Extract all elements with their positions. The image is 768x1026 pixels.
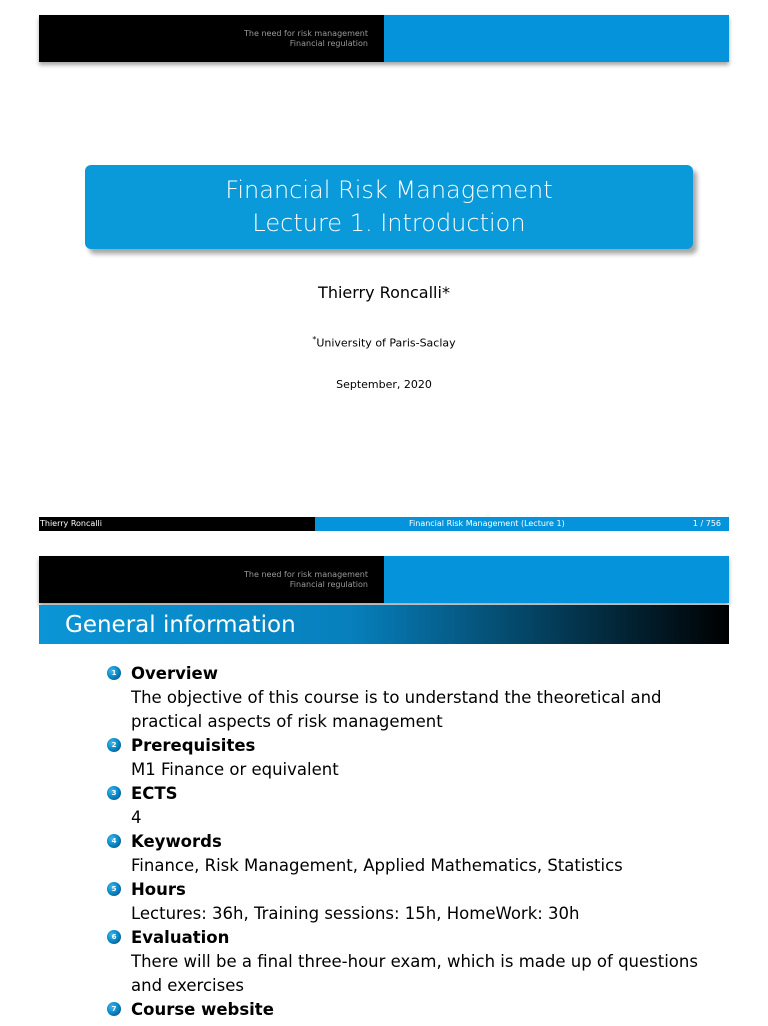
footer-info: [315, 517, 729, 531]
presentation-subtitle: Lecture 1. Introduction: [252, 209, 526, 237]
item-text: M1 Finance or equivalent: [131, 760, 339, 779]
nav-section-link[interactable]: The need for risk management: [244, 569, 368, 579]
footer-bar: [39, 517, 729, 531]
presentation-date: September, 2020: [336, 378, 432, 391]
item-text: Lectures: 36h, Training sessions: 15h, HomeWork: 30h: [131, 904, 580, 923]
header-nav-bar: [39, 15, 729, 62]
footer-author: Thierry Roncalli: [39, 517, 315, 531]
numbered-bullet-icon: 7: [107, 1002, 121, 1016]
numbered-bullet-icon: 1: [107, 666, 121, 680]
header-accent-bar: [384, 556, 729, 603]
title-slide: [39, 15, 729, 530]
item-text: Finance, Risk Management, Applied Mathematics, Statistics: [131, 856, 623, 875]
title-block: [85, 165, 693, 249]
item-title: Course website: [131, 1000, 274, 1019]
item-text: There will be a final three-hour exam, which is made up of questions and exercises: [131, 952, 698, 995]
list-item: [107, 830, 717, 878]
numbered-bullet-icon: 4: [107, 834, 121, 848]
item-text: The objective of this course is to understand the theoretical and practical aspects of risk management: [131, 688, 662, 731]
affiliation-mark: *: [312, 335, 317, 344]
author-name: Thierry Roncalli*: [318, 283, 450, 302]
list-item: [107, 926, 717, 998]
list-item: [107, 662, 717, 734]
frame-title-bar: [39, 605, 729, 644]
nav-subsection-link[interactable]: Financial regulation: [289, 579, 368, 589]
general-info-slide: [39, 556, 729, 1026]
item-text: 4: [131, 808, 142, 827]
item-title: Hours: [131, 880, 186, 899]
enumerated-list: [107, 662, 717, 1022]
presentation-title: Financial Risk Management: [225, 176, 553, 204]
page-number: 1 / 756: [692, 519, 721, 528]
header-accent-bar: [384, 15, 729, 62]
list-item: [107, 878, 717, 926]
affiliation: [39, 335, 729, 350]
list-item: [107, 782, 717, 830]
item-title: Overview: [131, 664, 218, 683]
numbered-bullet-icon: 5: [107, 882, 121, 896]
affiliation-text: University of Paris-Saclay: [316, 336, 456, 350]
numbered-bullet-icon: 3: [107, 786, 121, 800]
numbered-bullet-icon: 2: [107, 738, 121, 752]
section-navigation: [39, 556, 384, 603]
nav-section-link[interactable]: The need for risk management: [244, 28, 368, 38]
frame-title: General information: [65, 611, 296, 638]
header-nav-bar: [39, 556, 729, 603]
nav-subsection-link[interactable]: Financial regulation: [289, 38, 368, 48]
section-navigation: [39, 15, 384, 62]
item-title: Keywords: [131, 832, 222, 851]
numbered-bullet-icon: 6: [107, 930, 121, 944]
item-title: Evaluation: [131, 928, 230, 947]
footer-title: Financial Risk Management (Lecture 1): [409, 519, 565, 528]
list-item: [107, 998, 717, 1022]
item-title: ECTS: [131, 784, 178, 803]
list-item: [107, 734, 717, 782]
item-title: Prerequisites: [131, 736, 256, 755]
